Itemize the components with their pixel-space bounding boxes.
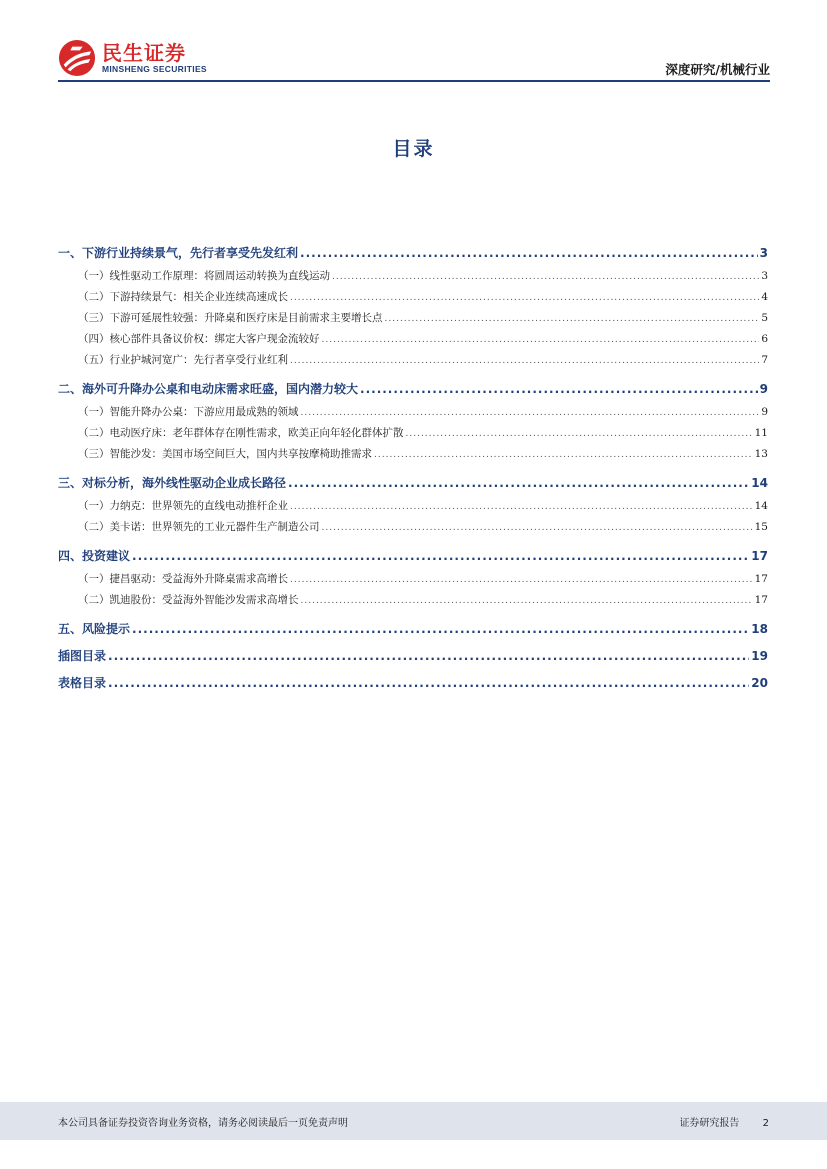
toc-entry-page: 9 [759,382,768,396]
toc-entry-page: 18 [751,622,768,636]
toc-subsection-entry[interactable] [58,329,768,350]
toc-entry-label: 二、海外可升降办公桌和电动床需求旺盛，国内潜力较大 [58,382,359,396]
toc-section-entry[interactable] [58,674,768,692]
toc-entry-page: 17 [751,549,768,563]
toc-dot-leader [300,244,758,262]
toc-entry-page: 4 [761,291,768,303]
toc-entry-label: 四、投资建议 [58,549,131,563]
toc-dot-leader [108,674,749,692]
toc-subsection-entry[interactable] [58,423,768,444]
toc-section-entry[interactable] [58,244,768,262]
toc-subsection-entry[interactable] [58,590,768,611]
toc-entry-label: （一）捷昌驱动：受益海外升降桌需求高增长 [78,573,288,585]
toc-entry-page: 5 [761,312,768,324]
toc-entry-label: （二）凯迪股份：受益海外智能沙发需求高增长 [78,594,299,606]
toc-entry-label: （一）智能升降办公桌：下游应用最成熟的领域 [78,406,299,418]
toc-dot-leader [290,570,753,591]
toc-entry-label: 插图目录 [58,649,107,663]
toc-dot-leader [288,474,749,492]
toc-entry-page: 14 [751,476,768,490]
toc-entry-page: 3 [761,270,768,282]
toc-subsection-entry[interactable] [58,402,768,423]
toc-dot-leader [290,288,759,309]
toc-entry-page: 15 [754,521,768,533]
toc-entry-label: （二）电动医疗床：老年群体存在刚性需求，欧美正向年轻化群体扩散 [78,427,404,439]
toc-entry-page: 13 [754,448,768,460]
toc-entry-label: （三）智能沙发：美国市场空间巨大，国内共享按摩椅助推需求 [78,448,372,460]
toc-entry-page: 6 [761,333,768,345]
logo-english-name: MINSHENG SECURITIES [102,64,207,74]
footer-disclaimer: 本公司具备证券投资咨询业务资格，请务必阅读最后一页免责声明 [58,1118,348,1129]
toc-dot-leader [132,620,749,638]
logo-chinese-name: 民生证券 [102,41,186,65]
toc-section-entry[interactable] [58,620,768,638]
toc-dot-leader [406,424,753,445]
footer-page-number: 2 [762,1118,769,1129]
toc-subsection-entry[interactable] [58,444,768,465]
toc-dot-leader [132,547,749,565]
toc-subsection-entry[interactable] [58,569,768,590]
report-type: 深度研究/机械行业 [665,62,770,77]
toc-entry-label: （四）核心部件具备议价权：绑定大客户现金流较好 [78,333,320,345]
toc-section-entry[interactable] [58,380,768,398]
toc-dot-leader [301,591,753,612]
toc-entry-label: 表格目录 [58,676,107,690]
toc-title: 目录 [392,138,435,160]
toc-section-entry[interactable] [58,474,768,492]
toc-subsection-entry[interactable] [58,350,768,371]
toc-entry-page: 20 [751,676,768,690]
toc-entry-page: 17 [754,594,768,606]
toc-subsection-entry[interactable] [58,287,768,308]
toc-dot-leader [301,403,760,424]
toc-entry-label: 一、下游行业持续景气，先行者享受先发红利 [58,246,299,260]
toc-section-entry[interactable] [58,547,768,565]
toc-entry-label: （三）下游可延展性较强：升降桌和医疗床是目前需求主要增长点 [78,312,383,324]
toc-entry-page: 17 [754,573,768,585]
toc-entry-label: （五）行业护城河宽广：先行者享受行业红利 [78,354,288,366]
toc-entry-label: （二）美卡诺：世界领先的工业元器件生产制造公司 [78,521,320,533]
page-header [58,38,770,82]
toc-entry-page: 7 [761,354,768,366]
header-divider [58,80,770,82]
toc-entry-label: （一）力纳克：世界领先的直线电动推杆企业 [78,500,288,512]
toc-section-entry[interactable] [58,647,768,665]
toc-entry-label: 五、风险提示 [58,622,131,636]
toc-dot-leader [332,267,759,288]
toc-entry-label: （二）下游持续景气：相关企业连续高速成长 [78,291,288,303]
toc-dot-leader [374,445,753,466]
toc-dot-leader [290,351,759,372]
toc-entry-page: 3 [759,246,768,260]
toc-subsection-entry[interactable] [58,308,768,329]
toc-dot-leader [322,518,753,539]
footer-doc-type: 证券研究报告 [679,1118,740,1129]
toc-dot-leader [322,330,760,351]
toc-dot-leader [290,497,753,518]
minsheng-logo-icon [58,39,96,77]
toc-entry-page: 9 [761,406,768,418]
toc-entry-label: 三、对标分析，海外线性驱动企业成长路径 [58,476,287,490]
toc-entry-label: （一）线性驱动工作原理：将圆周运动转换为直线运动 [78,270,330,282]
footer-info [659,1114,769,1129]
table-of-contents [58,244,768,692]
toc-dot-leader [360,380,758,398]
toc-entry-page: 14 [754,500,768,512]
toc-subsection-entry[interactable] [58,517,768,538]
toc-dot-leader [385,309,760,330]
toc-dot-leader [108,647,749,665]
toc-entry-page: 19 [751,649,768,663]
toc-subsection-entry[interactable] [58,496,768,517]
toc-entry-page: 11 [754,427,768,439]
minsheng-logo [58,38,207,78]
toc-subsection-entry[interactable] [58,266,768,287]
